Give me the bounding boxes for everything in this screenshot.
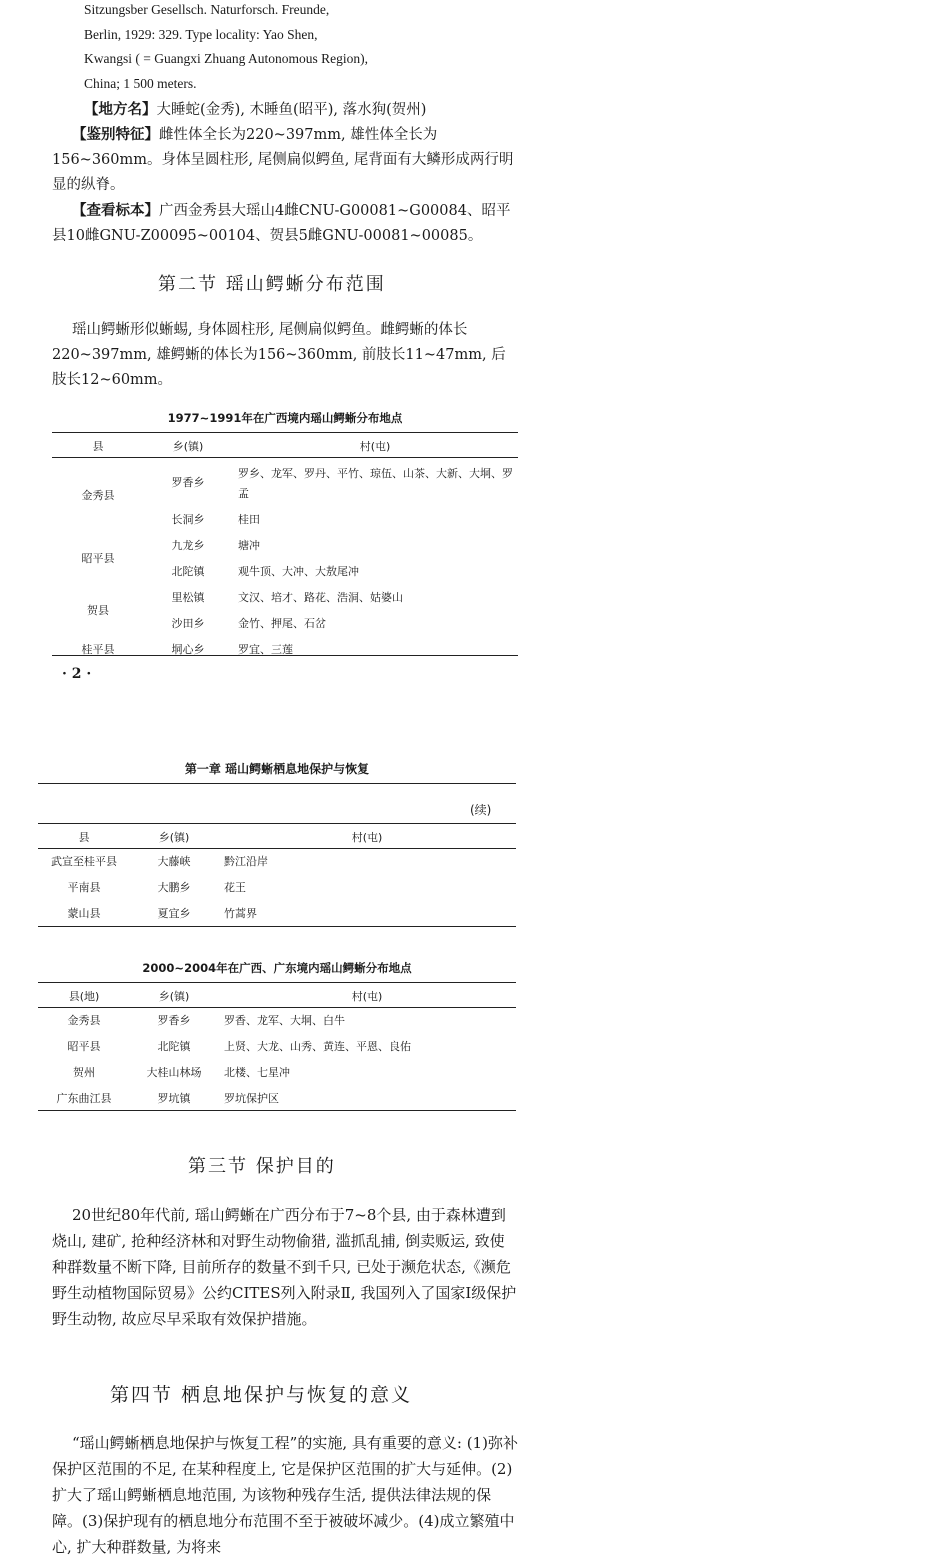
local-names-text: 大睡蛇(金秀), 木睡鱼(昭平), 落水狗(贺州) [156, 102, 427, 118]
table-cell-villages: 观牛顶、大冲、大敖尾冲 [238, 565, 359, 578]
section-4-title: 第四节 栖息地保护与恢复的意义 [110, 1384, 413, 1406]
table-1-cont-header-row [38, 825, 516, 849]
running-head: 第一章 瑶山鳄蜥栖息地保护与恢复 [184, 762, 370, 776]
table-1-cont-top-rule [38, 823, 516, 824]
table-cell-town: 大藤峡 [157, 855, 191, 868]
table-cell-villages: 金竹、押尾、石岔 [238, 617, 326, 630]
table-header-county: 县 [38, 825, 130, 849]
table-cell-town: 大鹏乡 [157, 881, 191, 894]
table-row [52, 585, 518, 611]
table-cell-county: 武宣至桂平县 [51, 855, 117, 868]
table-cell-town: 长洞乡 [171, 513, 205, 526]
table-row [38, 849, 516, 876]
table-cell-town: 大桂山林场 [146, 1066, 202, 1079]
table-row [52, 533, 518, 559]
table-cell-town: 北陀镇 [157, 1040, 191, 1053]
table-cell-county: 昭平县 [81, 552, 115, 565]
table-cell-county: 蒙山县 [67, 907, 101, 920]
table-header-town: 乡(镇) [144, 434, 232, 458]
table-header-town: 乡(镇) [130, 984, 218, 1008]
table-header-village: 村(屯) [218, 984, 516, 1008]
table-cell-town: 罗香乡 [171, 475, 205, 489]
table-cell-county: 广东曲江县 [56, 1092, 112, 1105]
table-cell-villages: 文汉、培才、路花、浩洞、姑婆山 [238, 591, 403, 604]
table-cell-villages: 罗乡、龙军、罗丹、平竹、琼伍、山茶、大新、大垌、罗孟 [238, 467, 513, 500]
table-2-top-rule [38, 982, 516, 983]
table-cell-villages: 塘冲 [238, 539, 260, 552]
table-cell-county: 贺县 [87, 604, 109, 617]
table-cell-county: 桂平县 [81, 643, 115, 656]
specimens-paragraph [52, 198, 518, 249]
reference-line: Kwangsi ( = Guangxi Zhuang Autonomous Region), [84, 51, 368, 66]
table-header-county: 县(地) [38, 984, 130, 1008]
table-cell-villages: 罗坑保护区 [224, 1092, 279, 1105]
table-row [38, 901, 516, 927]
page-number: · 2 · [62, 666, 92, 682]
table-2-bottom-rule [38, 1110, 516, 1111]
table-cell-county: 金秀县 [81, 488, 115, 502]
table-cell-villages: 桂田 [238, 513, 260, 526]
table-cell-villages: 竹蒿界 [224, 907, 257, 920]
table-row [52, 637, 518, 663]
table-1 [52, 434, 518, 663]
table-row [52, 458, 518, 508]
table-2-title: 2000~2004年在广西、广东境内瑶山鳄蜥分布地点 [142, 961, 412, 975]
section-2-title: 第二节 瑶山鳄蜥分布范围 [158, 274, 386, 295]
specimens-label: 【查看标本】 [72, 202, 159, 219]
table-1-continued [38, 825, 516, 927]
table-cell-county: 金秀县 [67, 1014, 101, 1027]
specimens-text: 广西金秀县大瑶山4雌CNU-G00081~G00084、昭平县10雌GNU-Z00095~00104、贺县5雌GNU-00081~00085。 [52, 203, 511, 244]
table-cell-county: 昭平县 [67, 1040, 101, 1053]
table-header-village: 村(屯) [218, 825, 516, 849]
table-cell-town: 垌心乡 [171, 643, 205, 656]
identification-text: 雌性体全长为220~397mm, 雄性体全长为156~360mm。身体呈圆柱形, 尾侧扁似鳄鱼, 尾背面有大鳞形成两行明显的纵脊。 [52, 127, 514, 193]
table-cell-town: 里松镇 [171, 591, 205, 604]
reference-line: Berlin, 1929: 329. Type locality: Yao Shen, [84, 27, 318, 42]
table-cell-villages: 罗香、龙军、大垌、白牛 [224, 1014, 345, 1027]
table-1-top-rule [52, 432, 518, 433]
table-cell-town: 罗香乡 [157, 1014, 191, 1027]
table-cell-villages: 黔江沿岸 [224, 855, 268, 868]
continued-label: (续) [470, 803, 492, 817]
table-row [38, 1008, 516, 1035]
table-row [38, 875, 516, 901]
table-2-header-row [38, 984, 516, 1008]
table-row [38, 1034, 516, 1060]
table-header-county: 县 [52, 434, 144, 458]
table-1-cont-bottom-rule [38, 926, 516, 927]
table-1-header-row [52, 434, 518, 458]
table-cell-county: 平南县 [67, 881, 101, 894]
table-1-title: 1977~1991年在广西境内瑶山鳄蜥分布地点 [167, 411, 403, 425]
table-row [38, 1086, 516, 1112]
section-3-title: 第三节 保护目的 [188, 1156, 336, 1177]
table-cell-town: 九龙乡 [171, 539, 205, 552]
reference-line: China; 1 500 meters. [84, 76, 197, 91]
table-cell-town: 罗坑镇 [157, 1092, 191, 1105]
table-row [38, 1060, 516, 1086]
local-names-paragraph [84, 97, 524, 123]
identification-paragraph [52, 122, 518, 198]
table-header-town: 乡(镇) [130, 825, 218, 849]
reference-line: Sitzungsber Gesellsch. Naturforsch. Freunde, [84, 2, 330, 17]
section-2-paragraph: 瑶山鳄蜥形似蜥蜴, 身体圆柱形, 尾侧扁似鳄鱼。雌鳄蜥的体长220~397mm, 雄鳄蜥的体长为156~360mm, 前肢长11~47mm, 后肢长12~60mm。 [52, 322, 506, 388]
table-header-village: 村(屯) [232, 434, 518, 458]
table-cell-town: 沙田乡 [171, 617, 205, 630]
table-2 [38, 984, 516, 1112]
local-names-label: 【地方名】 [84, 101, 157, 118]
table-cell-county: 贺州 [73, 1066, 95, 1079]
section-3-paragraph: 20世纪80年代前, 瑶山鳄蜥在广西分布于7~8个县, 由于森林遭到烧山, 建矿, 抢种经济林和对野生动物偷猎, 滥抓乱捕, 倒卖贩运, 致使种群数量不断下降, 目前所存的数量不到千只, 已处于濒危状态,《濒危野生动植物国际贸易》公约CITES列入附录Ⅱ, 我国列入了国家Ⅰ级保护野生动物, 故应尽早采取有效保护措施。 [52, 1206, 517, 1328]
table-cell-villages: 北楼、七星冲 [224, 1066, 290, 1079]
running-head-rule [38, 783, 516, 784]
section-4-paragraph: “瑶山鳄蜥栖息地保护与恢复工程”的实施, 具有重要的意义: (1)弥补保护区范围的不足, 在某种程度上, 它是保护区范围的扩大与延伸。(2)扩大了瑶山鳄蜥栖息地范围, 为该物种残存生活, 提供法律法规的保障。(3)保护现有的栖息地分布范围不至于被破坏减少。(4)成立繁殖中心, 扩大种群数量, 为将来 [52, 1434, 518, 1556]
table-cell-town: 夏宜乡 [157, 907, 191, 920]
table-cell-villages: 上贤、大龙、山秀、黄连、平恩、良佑 [224, 1040, 411, 1053]
table-cell-villages: 罗宜、三莲 [238, 643, 293, 656]
table-cell-villages: 花王 [224, 881, 246, 894]
identification-label: 【鉴别特征】 [72, 126, 159, 143]
table-cell-town: 北陀镇 [171, 565, 205, 578]
table-1-bottom-rule [52, 655, 518, 656]
